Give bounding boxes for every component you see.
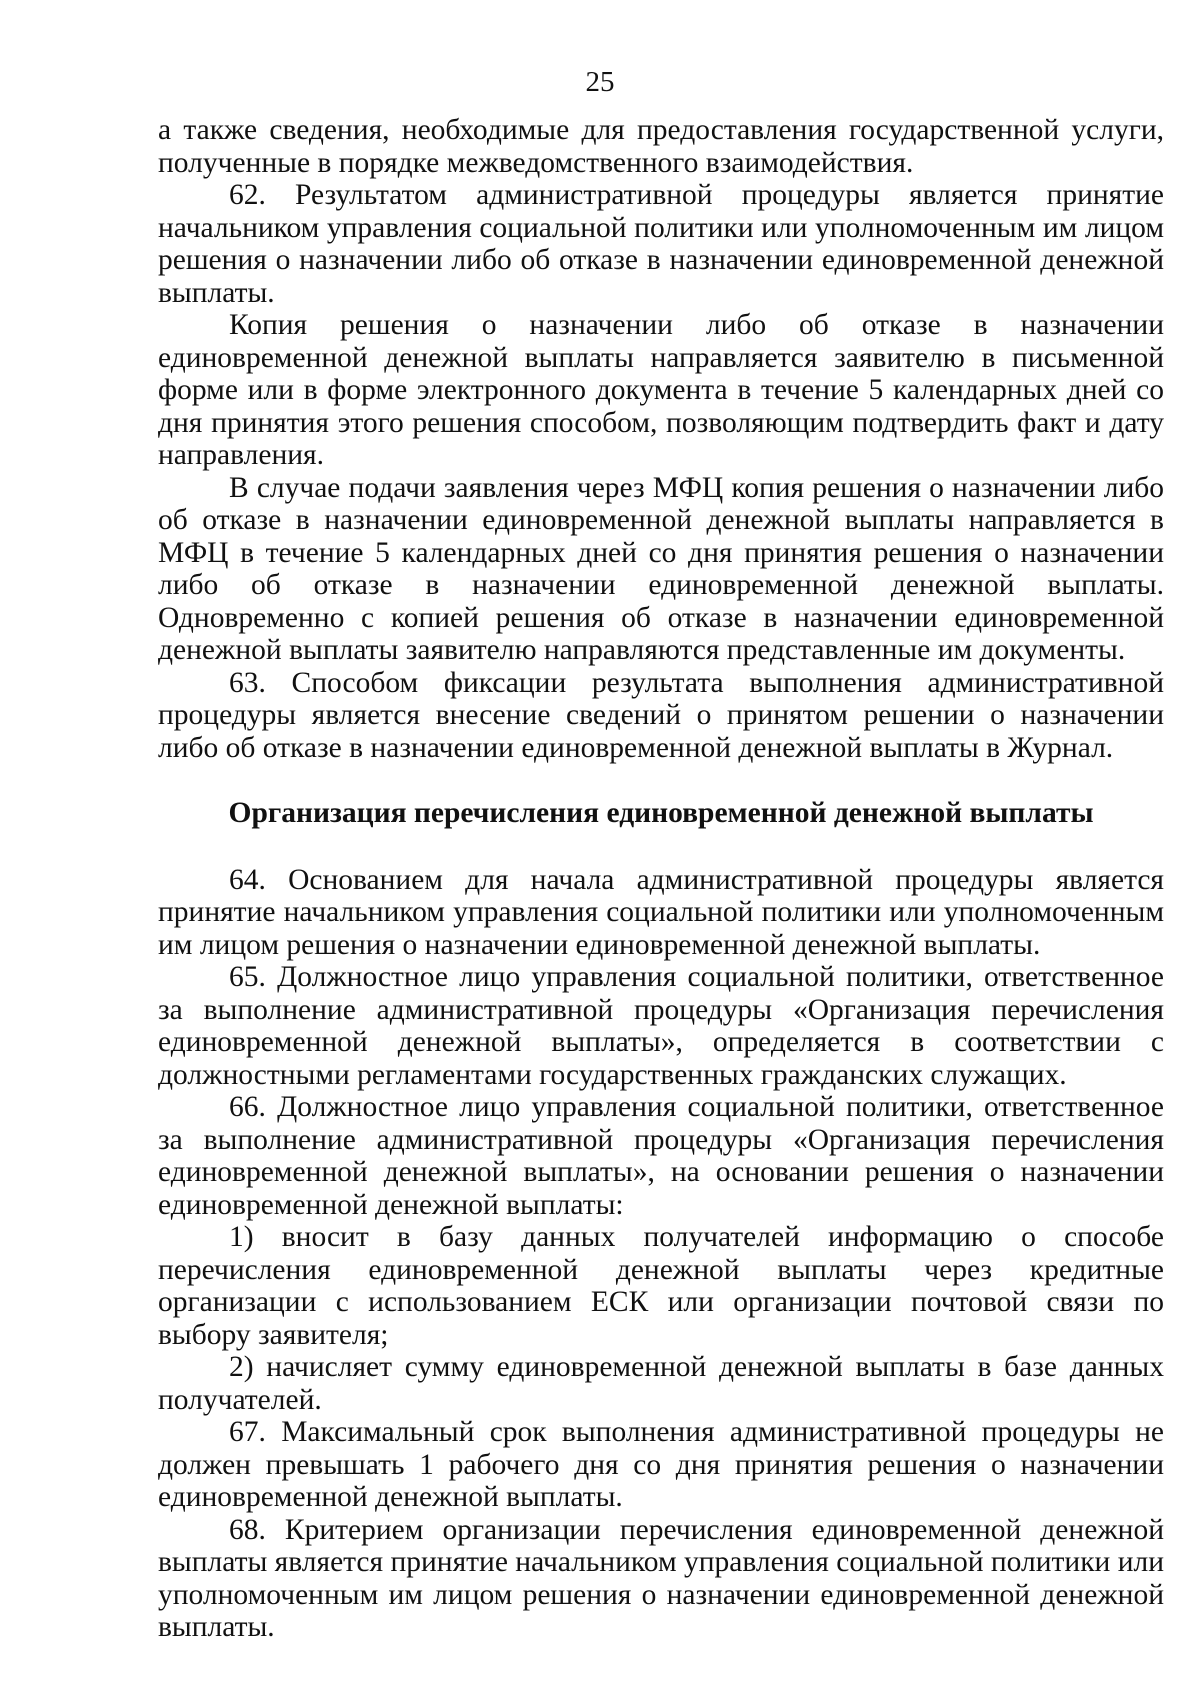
paragraph-62: 62. Результатом административной процедуры является принятие начальником управления социальной политики или уполномоченным им лицом решения о назначении либо об отказе в назначении единовременной денежной выплаты. xyxy=(158,179,1164,309)
paragraph-64: 64. Основанием для начала административной процедуры является принятие начальником управления социальной политики или уполномоченным им лицом решения о назначении единовременной денежной выплаты. xyxy=(158,863,1164,961)
page-number: 25 xyxy=(585,66,615,98)
paragraph-65: 65. Должностное лицо управления социальной политики, ответственное за выполнение административной процедуры «Организация перечисления единовременной денежной выплаты», определяется в соответствии с должностными регламентами государственных гражданских служащих. xyxy=(158,961,1164,1091)
list-item-1: 1) вносит в базу данных получателей информацию о способе перечисления единовременной денежной выплаты через кредитные организации с использованием ЕСК или организации почтовой связи по выбору заявителя; xyxy=(158,1221,1164,1351)
paragraph-68: 68. Критерием организации перечисления единовременной денежной выплаты является принятие начальником управления социальной политики или уполномоченным им лицом решения о назначении единовременной денежной выплаты. xyxy=(158,1513,1165,1643)
paragraph-decision-copy: Копия решения о назначении либо об отказе в назначении единовременной денежной выплаты направляется заявителю в письменной форме или в форме электронного документа в течение 5 календарных дней со дня принятия этого решения способом, позволяющим подтвердить факт и дату направления. xyxy=(158,309,1164,471)
list-item-2: 2) начисляет сумму единовременной денежной выплаты в базе данных получателей. xyxy=(158,1351,1164,1416)
paragraph-66: 66. Должностное лицо управления социальной политики, ответственное за выполнение административной процедуры «Организация перечисления единовременной денежной выплаты», на основании решения о назначении единовременной денежной выплаты: xyxy=(158,1091,1164,1221)
paragraph-continuation: а также сведения, необходимые для предоставления государственной услуги, полученные в порядке межведомственного взаимодействия. xyxy=(158,114,1164,179)
paragraph-mfc-submission: В случае подачи заявления через МФЦ копия решения о назначении либо об отказе в назначении единовременной денежной выплаты направляется в МФЦ в течение 5 календарных дней со дня принятия решения о назначении либо об отказе в назначении единовременной денежной выплаты. Одновременно с копией решения об отказе в назначении единовременной денежной выплаты заявителю направляются представленные им документы. xyxy=(158,471,1164,666)
document-body xyxy=(158,114,1164,1644)
paragraph-67: 67. Максимальный срок выполнения административной процедуры не должен превышать 1 рабочего дня со дня принятия решения о назначении единовременной денежной выплаты. xyxy=(158,1416,1164,1513)
section-heading: Организация перечисления единовременной денежной выплаты xyxy=(228,797,1094,829)
paragraph-63: 63. Способом фиксации результата выполнения административной процедуры является внесение сведений о принятом решении о назначении либо об отказе в назначении единовременной денежной выплаты в Журнал. xyxy=(158,666,1164,764)
